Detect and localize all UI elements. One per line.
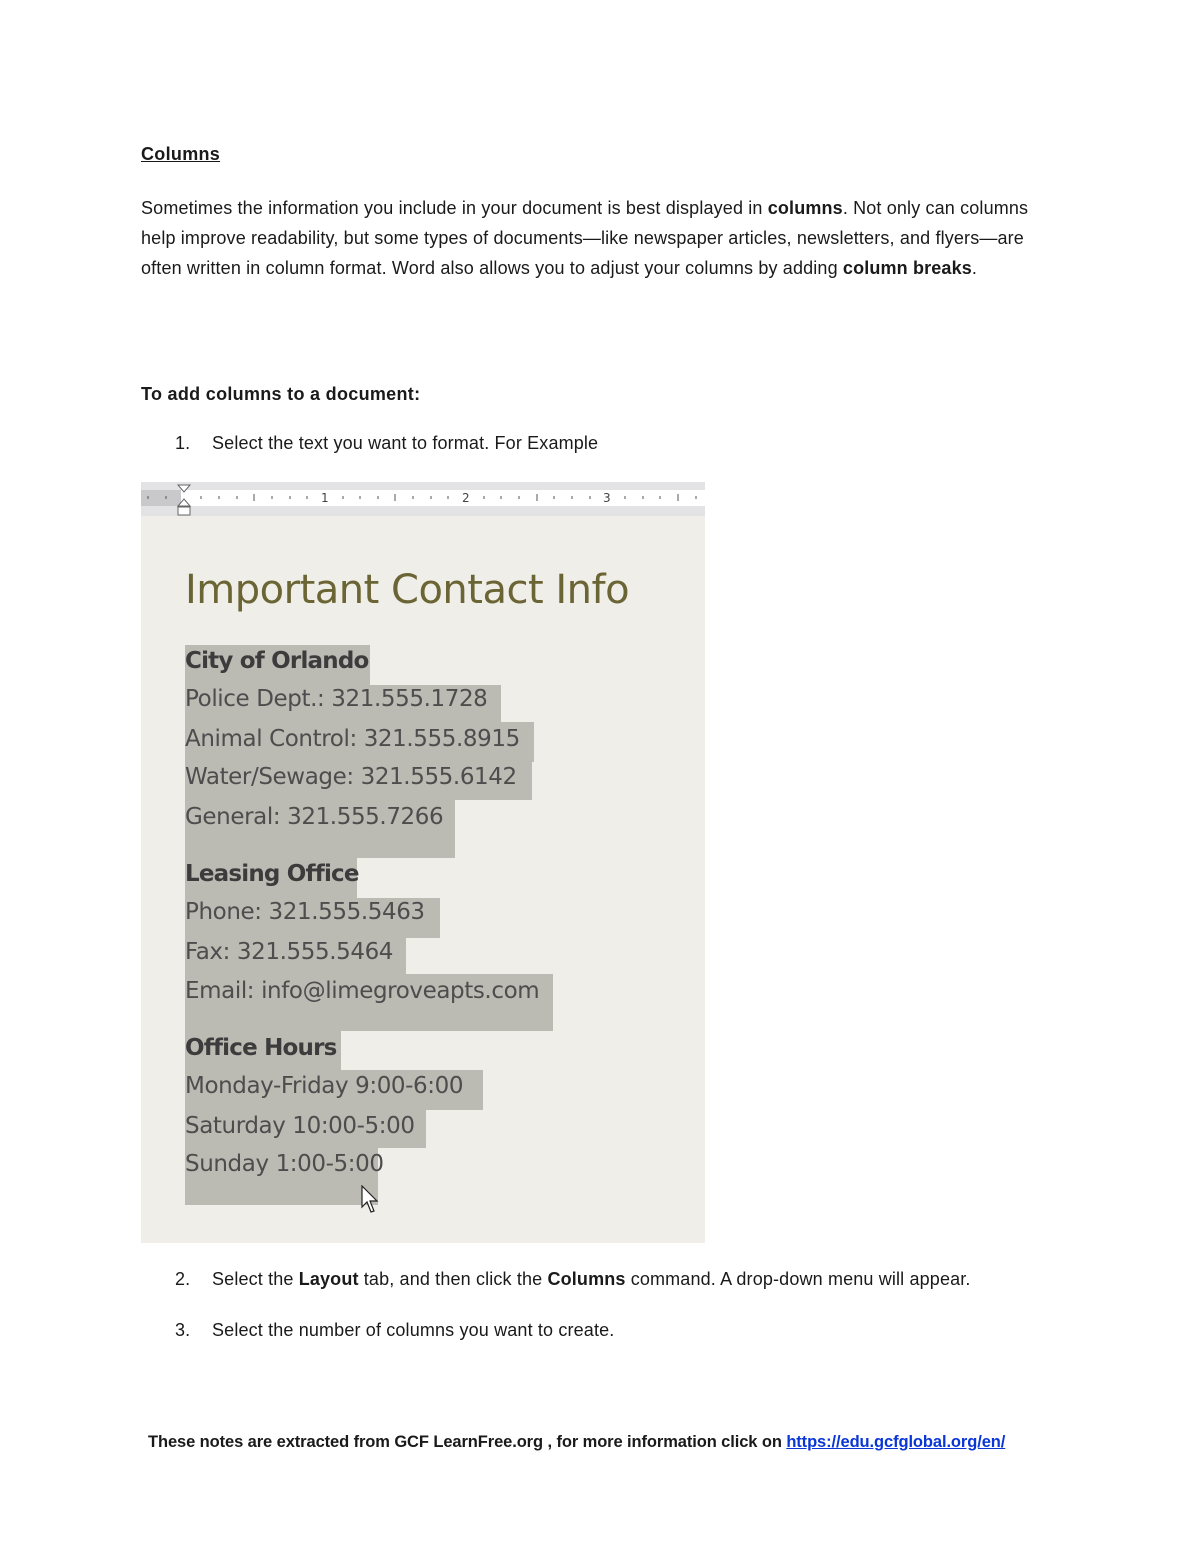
step-2-text-3: command. A drop-down menu will appear. [625, 1269, 971, 1289]
intro-text-2: . Not only can columns help improve readability, but some types of documents—like newspaper articles, newsletters, and flyers—are often written in column format. Word also allows you to adjust your columns by adding [141, 198, 1029, 278]
contact-line: Animal Control: 321.555.8915 [185, 726, 520, 752]
intro-text-3: . [971, 258, 978, 278]
step-1-number: 1. [175, 433, 191, 453]
step-3-number: 3. [175, 1320, 191, 1340]
step-2-bold-layout: Layout [298, 1269, 359, 1289]
ruler-number-3: 3 [603, 491, 611, 505]
contact-line: Sunday 1:00-5:00 [185, 1151, 384, 1177]
step-2-text-1: Select the [212, 1269, 299, 1289]
ruler [141, 482, 705, 516]
step-2-number: 2. [175, 1269, 191, 1289]
contact-line: Phone: 321.555.5463 [185, 899, 425, 925]
instructions-subheading: To add columns to a document: [141, 384, 421, 404]
example-screenshot [141, 482, 705, 1243]
contact-info-title: Important Contact Info [185, 567, 630, 613]
contact-line: General: 321.555.7266 [185, 804, 444, 830]
contact-group-heading: City of Orlando [185, 648, 369, 674]
intro-paragraph [141, 193, 1061, 283]
intro-bold-column-breaks: column breaks [842, 258, 972, 278]
ruler-number-2: 2 [462, 491, 470, 505]
ruler-ticks [141, 482, 705, 516]
mouse-pointer-icon [361, 1185, 381, 1215]
step-3 [175, 1320, 614, 1341]
section-heading: Columns [141, 144, 221, 164]
contact-line: Fax: 321.555.5464 [185, 939, 394, 965]
step-1 [175, 433, 598, 454]
contact-line: Email: info@limegroveapts.com [185, 978, 540, 1004]
footer-text: These notes are extracted from GCF LearnFree.org , for more information click on [148, 1433, 787, 1451]
contact-line: Saturday 10:00-5:00 [185, 1113, 415, 1139]
contact-line: Monday-Friday 9:00-6:00 [185, 1073, 464, 1099]
contact-line: Water/Sewage: 321.555.6142 [185, 764, 517, 790]
contact-group-heading: Office Hours [185, 1035, 337, 1061]
contact-group-heading: Leasing Office [185, 861, 359, 887]
contact-line: Police Dept.: 321.555.1728 [185, 686, 488, 712]
ruler-number-1: 1 [321, 491, 329, 505]
step-3-text: Select the number of columns you want to create. [212, 1320, 615, 1340]
step-2 [175, 1269, 971, 1290]
gcf-link[interactable]: https://edu.gcfglobal.org/en/ [786, 1433, 1006, 1451]
footer-note [148, 1433, 1005, 1452]
step-1-text: Select the text you want to format. For Example [212, 433, 599, 453]
step-2-text-2: tab, and then click the [358, 1269, 548, 1289]
indent-marker-icon [178, 485, 190, 515]
intro-bold-columns: columns [767, 198, 843, 218]
intro-text-1: Sometimes the information you include in your document is best displayed in [141, 198, 768, 218]
step-2-bold-columns: Columns [547, 1269, 626, 1289]
